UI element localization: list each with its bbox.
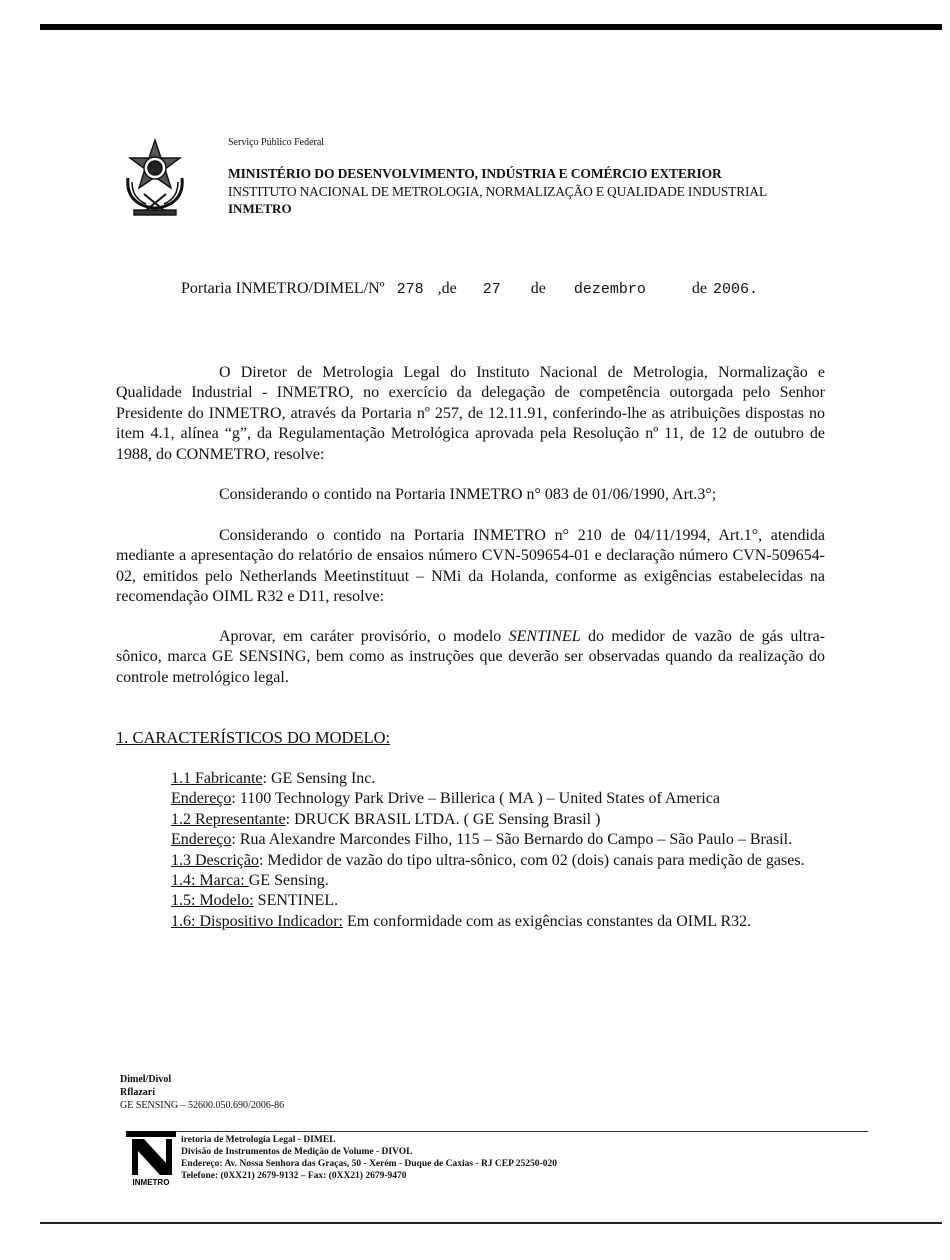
modelo-label: 1.5: Modelo: [171,892,254,910]
dispositivo-label: 1.6: Dispositivo Indicador: [171,912,343,930]
portaria-prefix: Portaria INMETRO/DIMEL/Nº [181,280,385,297]
institute-name: INSTITUTO NACIONAL DE METROLOGIA, NORMALIZAÇÃO E QUALIDADE INDUSTRIAL [228,184,767,199]
item-endereco-2 [116,830,828,850]
footer-line-directorate: iretoria de Metrologia Legal - DIMEL [181,1135,336,1145]
dispositivo-value: Em conformidade com as exigências constantes da OIML R32. [342,912,752,930]
endereco2-value: : Rua Alexandre Marcondes Filho, 115 – São Bernardo do Campo – São Paulo – Brasil. [231,831,793,849]
footer-line-address: Endereço: Av. Nossa Senhora das Graças, 50 - Xerém - Duque de Caxias - RJ CEP 25250-020 [181,1159,557,1169]
bottom-rule [40,1222,942,1224]
portaria-month: dezembro [573,281,646,298]
item-modelo [116,891,828,911]
logo-text: INMETRO [132,1178,170,1187]
marca-value: GE Sensing. [248,872,329,890]
item-representante [116,810,828,830]
endereco1-value: : 1100 Technology Park Drive – Billerica ( MA ) – United States of America [231,790,720,808]
footer-ref-author: Rflazari [120,1087,155,1098]
portaria-de1: ,de [437,280,457,297]
model-characteristics-list [116,769,828,932]
ministry-name: MINISTÉRIO DO DESENVOLVIMENTO, INDÚSTRIA E COMÉRCIO EXTERIOR [228,166,722,181]
item-descricao [116,851,828,871]
section-title: 1. CARACTERÍSTICOS DO MODELO: [116,728,391,747]
paragraph-considering-1: Considerando o contido na Portaria INMETRO n° 083 de 01/06/1990, Art.3°; [219,486,717,503]
approval-text-pre: Aprovar, em caráter provisório, o modelo [219,628,509,645]
descricao-label: 1.3 Descrição [171,851,259,869]
institute-acronym: INMETRO [228,201,292,216]
portaria-de2: de [530,280,546,297]
footer-ref-process: GE SENSING – 52600.050.690/2006-86 [120,1100,285,1111]
endereco1-label: Endereço [171,790,232,808]
coat-of-arms-icon [124,138,186,218]
footer-line-phone: Telefone: (0XX21) 2679-9132 – Fax: (0XX21) 2679-9470 [181,1171,407,1181]
marca-label: 1.4: Marca: [171,872,249,890]
portaria-number: 278 [396,281,424,298]
item-dispositivo [116,912,828,932]
item-fabricante [116,769,828,789]
portaria-line [181,280,758,298]
service-label: Serviço Público Federal [228,137,325,148]
item-marca [116,871,828,891]
fabricante-value: : GE Sensing Inc. [262,770,376,787]
footer-rule [170,1131,868,1132]
item-endereco-1 [116,789,828,809]
endereco2-label: Endereço [171,831,232,849]
approval-model-name: SENTINEL [508,628,581,645]
footer-line-division: Divisão de Instrumentos de Medição de Volume - DIVOL [181,1147,413,1157]
descricao-value: : Medidor de vazão do tipo ultra-sônico, com 02 (dois) canais para medição de gases. [258,851,805,869]
portaria-de3: de [691,280,707,297]
paragraph-approval [116,627,825,688]
representante-value: : DRUCK BRASIL LTDA. ( GE Sensing Brasil ) [285,810,601,828]
footer-address-block [181,1134,557,1182]
portaria-year: 2006. [712,281,758,298]
fabricante-label: 1.1 Fabricante [171,770,263,787]
footer-ref-division: Dimel/Divol [120,1074,172,1085]
portaria-day: 27 [482,281,501,298]
representante-label: 1.2 Representante [171,810,286,828]
paragraph-considering-2: Considerando o contido na Portaria INMETRO n° 210 de 04/11/1994, Art.1°, atendida mediante a apresentação do relatório de ensaios número CVN-509654-01 e declaração número CVN-509654-02, emitidos pelo Netherlands Meetinstituut – NMi da Holanda, conforme as exigências estabelecidas na recomendação OIML R32 e D11, resolve: [116,527,825,606]
approval-text-post: do medidor de vazão de gás ultra-sônico, marca GE SENSING, bem como as instruções que deverão ser observadas quando da realização do controle metrológico legal. [116,628,825,686]
top-rule [40,24,942,30]
inmetro-logo-icon [126,1131,176,1187]
modelo-value: SENTINEL. [253,892,339,910]
paragraph-preamble: O Diretor de Metrologia Legal do Instituto Nacional de Metrologia, Normalização e Qualidade Industrial - INMETRO, no exercício da delegação de competência outorgada pelo Senhor Presidente do INMETRO, através da Portaria nº 257, de 12.11.91, conferindo-lhe as atribuições dispostas no item 4.1, alínea “g”, da Regulamentação Metrológica aprovada pela Resolução nº 11, de 12 de outubro de 1988, do CONMETRO, resolve: [116,364,825,463]
